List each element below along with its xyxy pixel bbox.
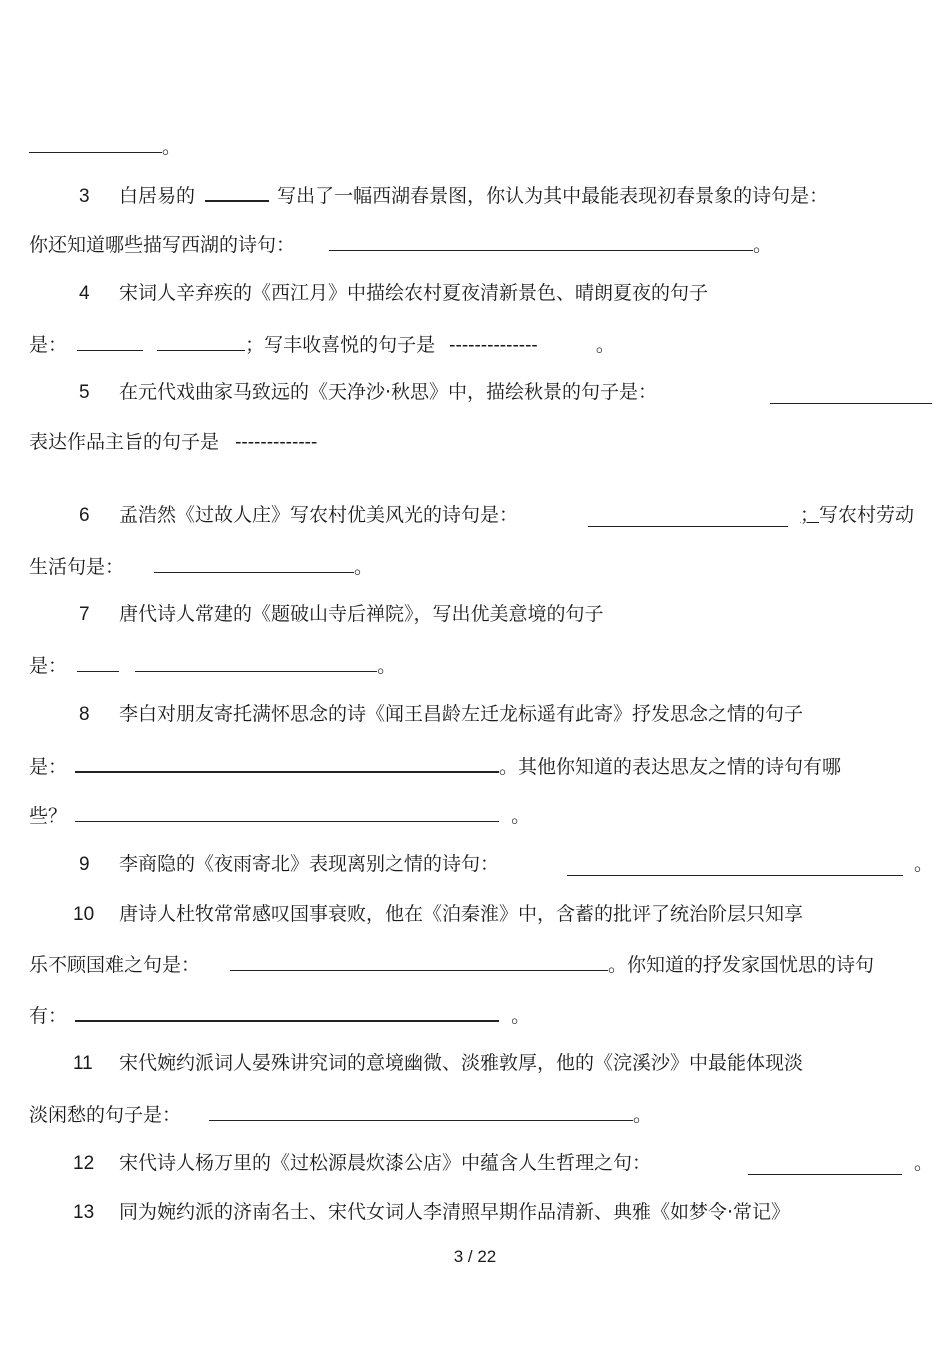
question-6-line-1-end: ；写农村劳动 bbox=[800, 504, 915, 526]
question-number: 12 bbox=[73, 1153, 95, 1174]
answer-blank[interactable] bbox=[567, 855, 903, 876]
question-5-line-2 bbox=[29, 429, 317, 456]
question-number: 4 bbox=[79, 283, 90, 304]
question-number: 3 bbox=[79, 186, 90, 207]
answer-blank[interactable] bbox=[135, 651, 377, 672]
question-8-line-1 bbox=[79, 701, 803, 728]
answer-blank[interactable] bbox=[75, 801, 499, 822]
answer-blank[interactable] bbox=[77, 330, 143, 351]
question-11-line-1 bbox=[73, 1050, 803, 1077]
answer-blank[interactable] bbox=[154, 552, 354, 573]
answer-blank[interactable] bbox=[748, 1154, 902, 1175]
question-9-line-1 bbox=[79, 851, 499, 878]
question-12-line-1 bbox=[73, 1150, 651, 1177]
question-text: 宋代婉约派词人晏殊讲究词的意境幽微、淡雅敦厚，他的《浣溪沙》中最能体现淡 bbox=[119, 1052, 804, 1074]
question-text: 写出了一幅西湖春景图，你认为其中最能表现初春景象的诗句是： bbox=[277, 185, 829, 207]
question-text: 唐代诗人常建的《题破山寺后禅院》，写出优美意境的句子 bbox=[119, 603, 604, 625]
question-7-line-2: 是： 。 bbox=[29, 651, 396, 679]
page-number: 3 / 22 bbox=[453, 1247, 497, 1266]
answer-blank[interactable] bbox=[588, 506, 788, 527]
answer-dashes[interactable]: -------------- bbox=[449, 335, 538, 356]
question-text: 。你知道的抒发家国忧思的诗句 bbox=[608, 954, 875, 976]
question-7-line-1 bbox=[79, 601, 604, 628]
answer-blank[interactable] bbox=[29, 132, 162, 153]
question-text: 你还知道哪些描写西湖的诗句： bbox=[29, 234, 296, 256]
answer-blank[interactable] bbox=[770, 383, 932, 404]
question-11-line-2: 淡闲愁的句子是： 。 bbox=[29, 1100, 652, 1128]
question-number: 9 bbox=[79, 854, 90, 875]
question-text: 是： bbox=[29, 655, 68, 677]
question-text: 是： bbox=[29, 334, 68, 356]
question-text: 宋代诗人杨万里的《过松源晨炊漆公店》中蕴含人生哲理之句： bbox=[119, 1152, 652, 1174]
question-10-line-3: 有： 。 bbox=[29, 1000, 530, 1029]
answer-blank[interactable] bbox=[205, 180, 269, 202]
question-10-line-1 bbox=[73, 901, 803, 928]
question-text: 写农村劳动 bbox=[819, 504, 915, 526]
question-10-line-2 bbox=[29, 950, 874, 978]
question-text: 唐诗人杜牧常常感叹国事衰败，他在《泊秦淮》中，含蓄的批评了统治阶层只知享 bbox=[119, 903, 804, 925]
question-text: 宋词人辛弃疾的《西江月》中描绘农村夏夜清新景色、晴朗夏夜的句子 bbox=[119, 282, 709, 304]
question-text: 乐不顾国难之句是： bbox=[29, 954, 201, 976]
question-12-end: 。 bbox=[914, 1152, 934, 1174]
answer-blank[interactable] bbox=[157, 330, 245, 351]
question-text: 白居易的 bbox=[119, 185, 196, 207]
question-6-line-1 bbox=[79, 502, 518, 529]
question-4-line-2: 是： ；写丰收喜悦的句子是 -------------- 。 bbox=[29, 330, 615, 359]
question-text: 些？ bbox=[29, 805, 68, 827]
question-text: 在元代戏曲家马致远的《天净沙·秋思》中，描绘秋景的句子是： bbox=[119, 381, 658, 403]
question-4-line-1 bbox=[79, 280, 708, 307]
answer-dashes[interactable]: ------------- bbox=[235, 432, 318, 453]
question-6-line-2: 生活句是： 。 bbox=[29, 552, 373, 580]
question-text: 淡闲愁的句子是： bbox=[29, 1104, 182, 1126]
q2-tail: 。 bbox=[29, 132, 181, 160]
answer-blank[interactable] bbox=[77, 651, 119, 672]
question-text: 。其他你知道的表达思友之情的诗句有哪 bbox=[499, 756, 842, 778]
question-13-line-1 bbox=[73, 1199, 790, 1226]
question-text: 表达作品主旨的句子是 bbox=[29, 431, 220, 453]
question-text: 是： bbox=[29, 756, 68, 778]
answer-blank[interactable] bbox=[209, 1100, 633, 1121]
question-text: 有： bbox=[29, 1005, 68, 1027]
question-8-line-3: 些？ 。 bbox=[29, 801, 530, 829]
question-text: 生活句是： bbox=[29, 556, 125, 578]
question-number: 10 bbox=[73, 904, 95, 925]
question-text: 孟浩然《过故人庄》写农村优美风光的诗句是： bbox=[119, 504, 519, 526]
question-number: 7 bbox=[79, 604, 90, 625]
question-text: 同为婉约派的济南名士、宋代女词人李清照早期作品清新、典雅《如梦令·常记》 bbox=[119, 1201, 791, 1223]
answer-blank[interactable] bbox=[329, 230, 753, 251]
question-number: 6 bbox=[79, 505, 90, 526]
answer-blank[interactable] bbox=[230, 950, 608, 971]
answer-blank[interactable] bbox=[75, 751, 499, 773]
question-text: ；写丰收喜悦的句子是 bbox=[245, 334, 436, 356]
question-number: 11 bbox=[73, 1053, 93, 1074]
question-number: 5 bbox=[79, 382, 90, 403]
question-number: 8 bbox=[79, 704, 90, 725]
question-text: 李白对朋友寄托满怀思念的诗《闻王昌龄左迁龙标遥有此寄》抒发思念之情的句子 bbox=[119, 703, 804, 725]
question-8-line-2 bbox=[29, 751, 841, 780]
question-3-line-2: 你还知道哪些描写西湖的诗句： 。 bbox=[29, 230, 772, 258]
question-9-end: 。 bbox=[914, 853, 934, 875]
question-3-line-1 bbox=[79, 180, 828, 210]
answer-blank[interactable] bbox=[75, 1000, 499, 1022]
question-5-line-1 bbox=[79, 379, 657, 406]
question-number: 13 bbox=[73, 1202, 95, 1223]
question-text: 李商隐的《夜雨寄北》表现离别之情的诗句： bbox=[119, 853, 500, 875]
